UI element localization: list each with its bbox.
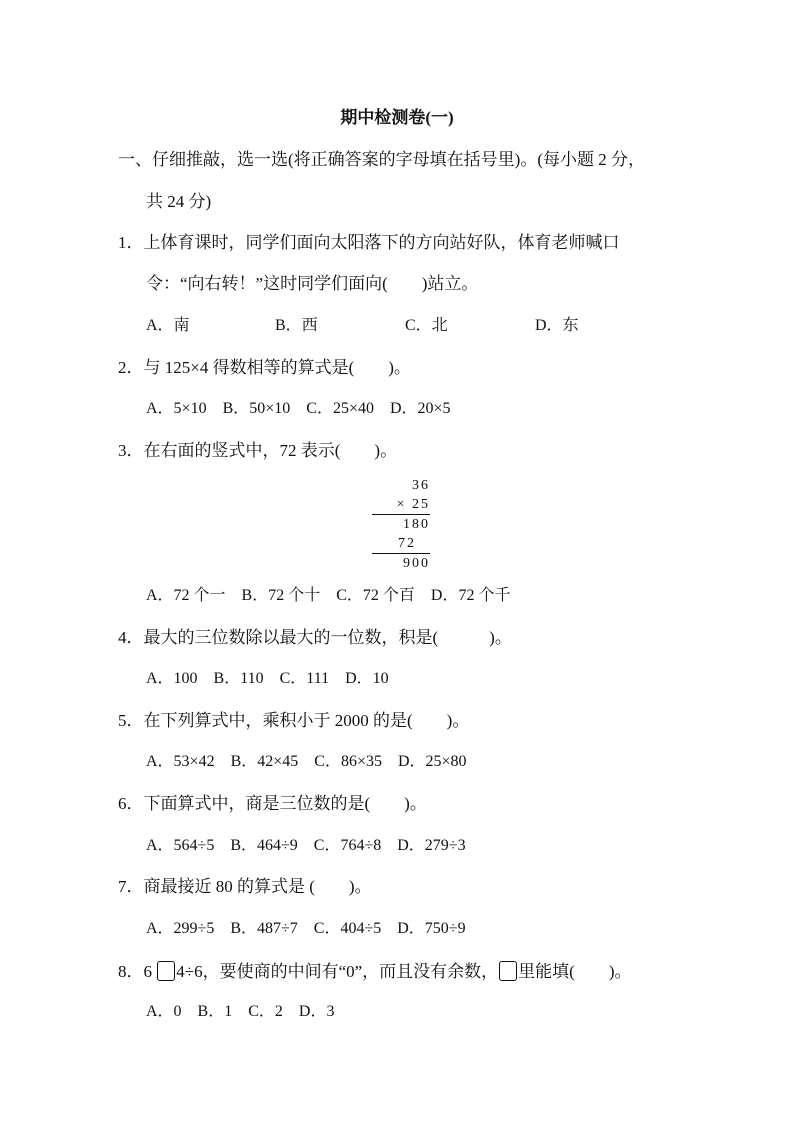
question-8-text-middle: 4÷6，要使商的中间有“0”，而且没有余数， [176,962,499,981]
blank-box [499,961,517,981]
blank-box [157,961,175,981]
calc-row-partial-1: 180 [403,517,430,532]
question-2-options: A．5×10 B．50×10 C．25×40 D．20×5 [146,400,451,417]
question-7-text: 7．商最接近 80 的算式是 ( )。 [118,877,372,896]
question-5-options: A．53×42 B．42×45 C．86×35 D．25×80 [146,753,467,770]
question-4-options: A．100 B．110 C．111 D．10 [146,670,389,687]
question-8-text-start: 8．6 [118,962,157,981]
question-8-text [118,961,632,982]
calc-row-partial-2: 72 [398,536,416,551]
section-heading-cont: 共 24 分) [146,192,212,211]
question-2-text: 2．与 125×4 得数相等的算式是( )。 [118,358,411,377]
question-1-text-cont: 令：“向右转！”这时同学们面向( )站立。 [146,274,479,293]
calc-row-result: 900 [403,556,430,571]
question-1-option-d: D．东 [535,317,579,334]
calc-row-multiplier: × 25 [396,497,430,512]
question-4-text: 4．最大的三位数除以最大的一位数，积是( )。 [118,628,512,647]
question-1-option-c: C．北 [405,317,448,334]
question-8-text-end: 里能填( )。 [518,962,632,981]
question-1-option-b: B．西 [275,317,318,334]
question-3-text: 3．在右面的竖式中，72 表示( )。 [118,441,398,460]
question-7-options: A．299÷5 B．487÷7 C．404÷5 D．750÷9 [146,920,466,937]
question-6-options: A．564÷5 B．464÷9 C．764÷8 D．279÷3 [146,837,466,854]
section-heading: 一、仔细推敲，选一选(将正确答案的字母填在括号里)。(每小题 2 分， [118,150,645,169]
question-1-option-a: A．南 [146,317,190,334]
question-1-text: 1．上体育课时，同学们面向太阳落下的方向站好队，体育老师喊口 [118,233,620,252]
vertical-multiplication [370,476,430,573]
page-title: 期中检测卷(一) [340,108,454,127]
calc-row-multiplicand: 36 [412,478,430,493]
question-5-text: 5．在下列算式中，乘积小于 2000 的是( )。 [118,711,470,730]
question-3-options: A．72 个一 B．72 个十 C．72 个百 D．72 个千 [146,587,511,604]
question-6-text: 6．下面算式中，商是三位数的是( )。 [118,794,427,813]
question-8-options: A．0 B．1 C．2 D．3 [146,1003,335,1020]
